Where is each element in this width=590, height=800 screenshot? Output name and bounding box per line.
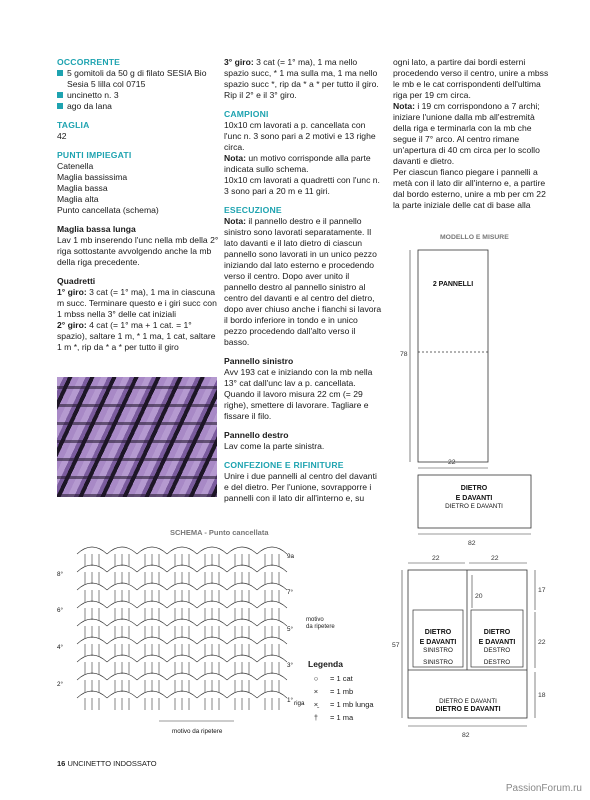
svg-text:motivo da ripetere: motivo da ripetere xyxy=(172,728,223,735)
page-footer: 16 UNCINETTO INDOSSATO xyxy=(57,759,157,768)
dim-22: 22 xyxy=(448,459,456,466)
campioni-heading: CAMPIONI xyxy=(224,109,269,119)
campioni-text-3: 10x10 cm lavorati a quadretti con l'unc n. 3 sono pari a 20 m e 11 giri. xyxy=(224,175,380,196)
dim-82-top: 82 xyxy=(468,540,476,547)
pannello-sinistro-heading: Pannello sinistro xyxy=(224,356,294,366)
esecuzione-text: Nota: il pannello destro e il pannello sinistro sono lavorati separatamente. Il lato davanti e il lato dietro di ciascun pannello sono lavorati in un unico pezzo iniziando dal lato esterno e procedendo verso il centro. Dopo aver unito il pannello destro al pannello sinistro al centro del davanti e al centro del dietro, dopo aver chiuso anche i fianchi si lavora il bordo inferiore in tondo e in unico pezzo procedendo dall'alto verso il basso. xyxy=(224,216,382,347)
col3-para-2: Nota: i 19 cm corrispondono a 7 archi; iniziare l'unione dalla mb all'estremità della riga e terminarla con la mb che segue il 7° arco. Al centro rimane un'apertura di 40 cm circa per lo scollo davanti e dietro. xyxy=(393,101,540,166)
list-item: 5 gomitoli da 50 g di filato SESIA Bio Sesia 5 lilla col 0715 xyxy=(57,68,220,90)
svg-text:7°: 7° xyxy=(287,589,294,596)
svg-text:E DAVANTI: E DAVANTI xyxy=(478,639,516,646)
svg-text:1°: 1° xyxy=(287,697,294,704)
confezione-text: Unire i due pannelli al centro del davanti e del dietro. Per l'unione, sovrapporre i pannelli con il lato dir all'interno e, su xyxy=(224,471,377,503)
svg-text:3°: 3° xyxy=(287,662,294,669)
column-3 xyxy=(393,57,553,211)
svg-text:SINISTRO: SINISTRO xyxy=(423,659,453,666)
svg-text:DIETRO: DIETRO xyxy=(424,629,452,636)
svg-text:DIETRO: DIETRO xyxy=(483,629,511,636)
punti-heading: PUNTI IMPIEGATI xyxy=(57,150,132,160)
column-2 xyxy=(224,57,382,504)
mbl-heading: Maglia bassa lunga xyxy=(57,224,136,234)
taglia-heading: TAGLIA xyxy=(57,120,90,130)
legend: Legenda ○ = 1 cat × = 1 mb ×̱ = 1 mb lunga † = 1 ma xyxy=(308,659,374,722)
svg-text:20: 20 xyxy=(475,593,483,600)
bullet-icon xyxy=(57,92,63,98)
svg-text:22: 22 xyxy=(538,639,546,646)
watermark: PassionForum.ru xyxy=(505,783,582,794)
svg-text:DESTRO: DESTRO xyxy=(483,659,511,666)
svg-text:22: 22 xyxy=(491,555,499,562)
svg-text:18: 18 xyxy=(538,692,546,699)
list-item: Punto cancellata (schema) xyxy=(57,205,159,215)
list-item: Maglia alta xyxy=(57,194,99,204)
svg-text:5°: 5° xyxy=(287,626,294,633)
giro-1: 1° giro: 3 cat (= 1° ma), 1 ma in ciascuna m succ. Terminare questo e i giri succ con 1 mbss nella 3° delle cat iniziali xyxy=(57,287,217,319)
panel-label: 2 PANNELLI xyxy=(432,281,474,288)
svg-text:2°: 2° xyxy=(57,681,64,688)
svg-text:57: 57 xyxy=(392,642,400,649)
svg-text:DIETRO E DAVANTI: DIETRO E DAVANTI xyxy=(435,706,501,713)
svg-text:22: 22 xyxy=(432,555,440,562)
mbl-text: Lav 1 mb inserendo l'unc nella mb della 2° riga sottostante avvolgendo anche la mb della riga precedente. xyxy=(57,235,219,267)
column-1 xyxy=(57,57,220,353)
campioni-note: Nota: un motivo corrisponde alla parte indicata sullo schema. xyxy=(224,153,371,174)
list-item: Maglia bassissima xyxy=(57,172,128,182)
svg-text:DIETRO E DAVANTI: DIETRO E DAVANTI xyxy=(439,698,497,705)
svg-text:8°: 8° xyxy=(57,571,64,578)
list-item: Maglia bassa xyxy=(57,183,108,193)
svg-text:6°: 6° xyxy=(57,607,64,614)
svg-text:9a: 9a xyxy=(287,553,295,560)
legend-item: ×̱ = 1 mb lunga xyxy=(313,700,374,709)
pannello-sinistro-text: Avv 193 cat e iniziando con la mb nella 13° cat dall'unc lav a p. cancellata. Quando il lavoro misura 22 cm (= 29 righe), smettere di lavorare. Tagliare e fissare il filo. xyxy=(224,367,373,421)
schema-title: SCHEMA - Punto cancellata xyxy=(170,528,269,537)
svg-text:E DAVANTI: E DAVANTI xyxy=(455,495,493,502)
bullet-icon xyxy=(57,70,63,76)
quadretti-heading: Quadretti xyxy=(57,276,96,286)
occorrente-heading: OCCORRENTE xyxy=(57,57,121,67)
svg-text:82: 82 xyxy=(462,732,470,739)
svg-text:E DAVANTI: E DAVANTI xyxy=(419,639,457,646)
repeat-label: motivo da ripetere xyxy=(306,617,335,630)
giro-3: 3° giro: 3 cat (= 1° ma), 1 ma nello spazio succ, * 1 ma sulla ma, 1 ma nello spazio succ *, rip da * a * per tutto il giro. xyxy=(224,57,379,89)
dim-78: 78 xyxy=(400,351,408,358)
esecuzione-heading: ESECUZIONE xyxy=(224,205,282,215)
modello-diagram xyxy=(390,230,560,750)
legend-item: × = 1 mb xyxy=(313,687,354,696)
giro-2: 2° giro: 4 cat (= 1° ma + 1 cat. = 1° spazio), saltare 1 m, * 1 ma, 1 cat, saltare 1 m *, rip da * a * per tutto il giro xyxy=(57,320,216,352)
svg-text:DESTRO: DESTRO xyxy=(483,647,511,654)
campioni-text-1: 10x10 cm lavorati a p. cancellata con l'unc n. 3 sono pari a 2 motivi e 13 righe circa. xyxy=(224,120,376,152)
legend-item: ○ = 1 cat xyxy=(313,674,353,683)
legend-item: † = 1 ma xyxy=(313,713,354,722)
svg-text:DIETRO: DIETRO xyxy=(460,485,488,492)
crochet-sample-photo xyxy=(57,377,217,497)
svg-text:riga: riga xyxy=(294,700,305,707)
confezione-heading: CONFEZIONE E RIFINITURE xyxy=(224,460,344,470)
svg-text:17: 17 xyxy=(538,587,546,594)
bullet-icon xyxy=(57,103,63,109)
svg-text:SINISTRO: SINISTRO xyxy=(423,647,453,654)
pannello-destro-text: Lav come la parte sinistra. xyxy=(224,441,325,451)
schema-diagram xyxy=(57,536,307,741)
col3-para-1: ogni lato, a partire dai bordi esterni procedendo verso il centro, unire a mbss le mb e le cat corrispondenti dell'ultima riga per 19 cm circa. xyxy=(393,57,549,100)
giro-repeat: Rip il 2° e il 3° giro. xyxy=(224,90,297,100)
list-item: Catenella xyxy=(57,161,94,171)
taglia-value: 42 xyxy=(57,131,67,141)
svg-text:4°: 4° xyxy=(57,644,64,651)
modello-title: MODELLO E MISURE xyxy=(440,234,509,241)
col3-para-3: Per ciascun fianco piegare i pannelli a metà con il lato dir all'interno e, a partire dal bordo esterno, unire a mb per cm 22 la parte iniziale delle cat di base alla xyxy=(393,167,546,210)
list-item: ago da lana xyxy=(57,101,220,112)
pannello-destro-heading: Pannello destro xyxy=(224,430,289,440)
svg-text:DIETRO E DAVANTI: DIETRO E DAVANTI xyxy=(445,503,503,510)
list-item: uncinetto n. 3 xyxy=(57,90,220,101)
